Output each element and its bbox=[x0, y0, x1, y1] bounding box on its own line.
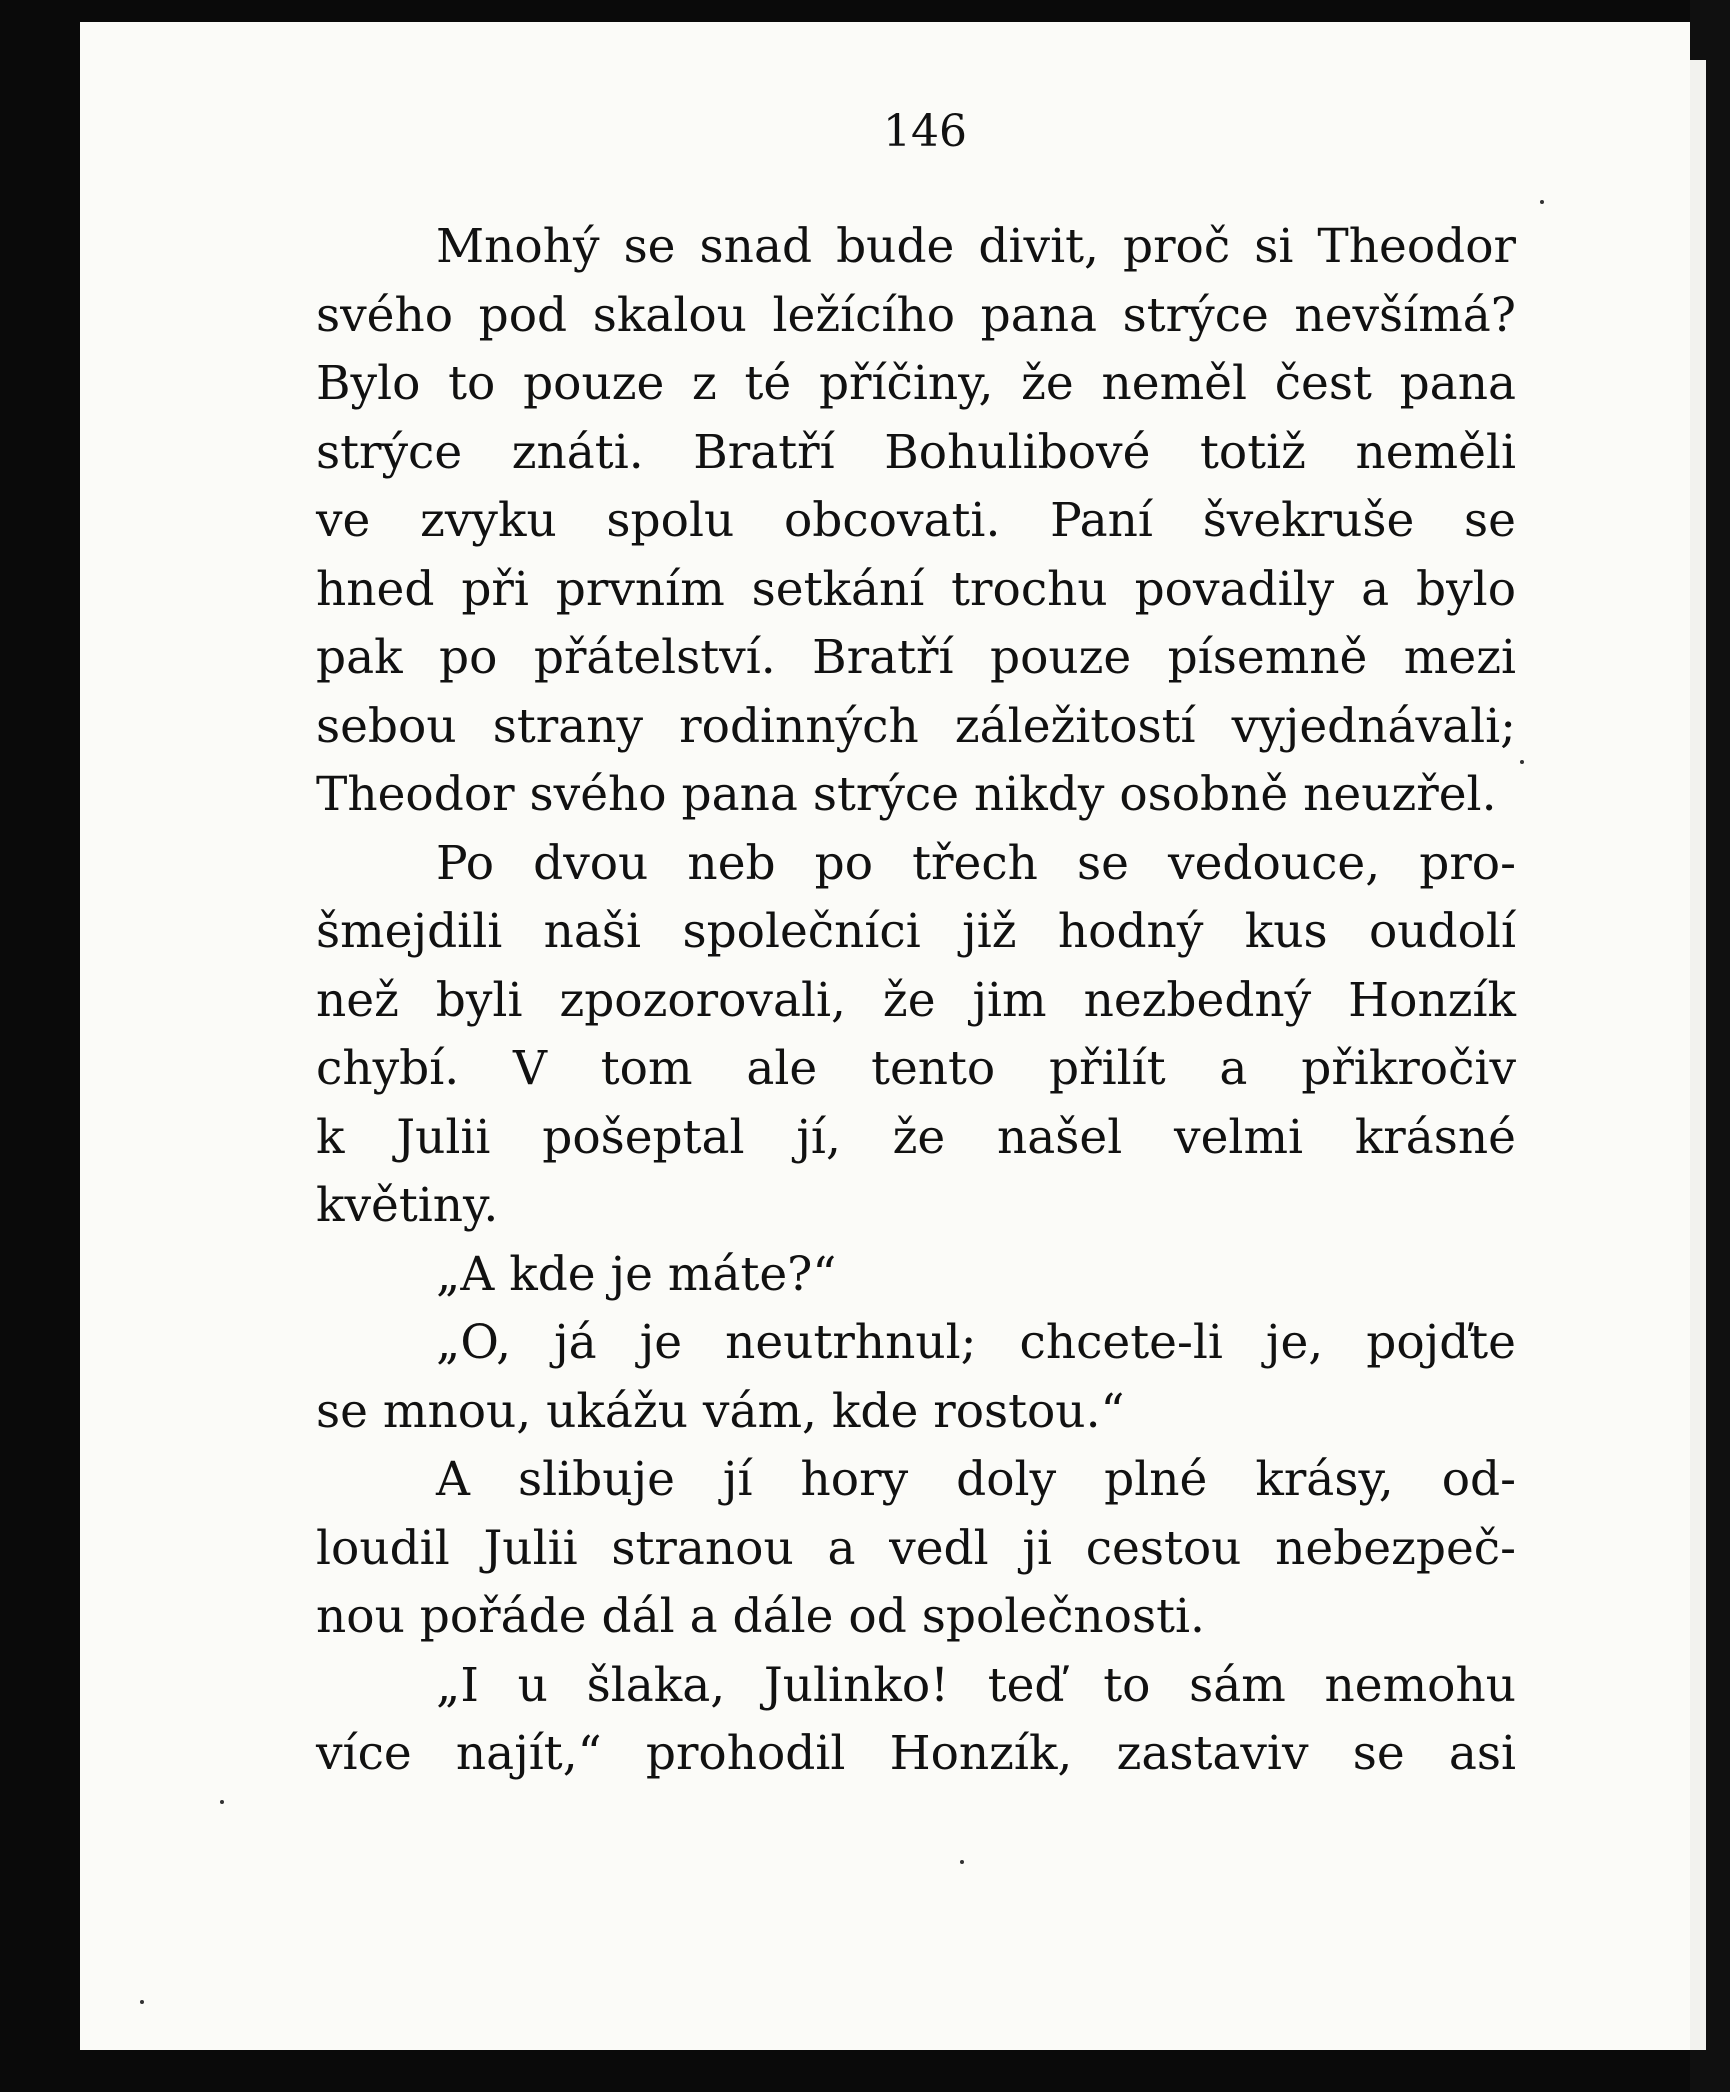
page-number: 146 bbox=[883, 106, 967, 157]
text-line: sebou strany rodinných záležitostí vyjednávali; bbox=[316, 698, 1516, 754]
text-line: chybí. V tom ale tento přilít a přikročiv bbox=[316, 1041, 1516, 1096]
scan-speck bbox=[1540, 200, 1544, 204]
text-line: Theodor svého pana strýce nikdy osobně neuzřel. bbox=[316, 767, 1497, 822]
text-line: loudil Julii stranou a vedl ji cestou nebezpeč- bbox=[316, 1520, 1516, 1576]
text-line: „O, já je neutrhnul; chcete-li je, pojďte bbox=[436, 1315, 1516, 1370]
text-line: „A kde je máte?“ bbox=[436, 1246, 837, 1302]
text-line: strýce znáti. Bratří Bohulibové totiž neměli bbox=[316, 424, 1516, 480]
text-line: A slibuje jí hory doly plné krásy, od- bbox=[436, 1452, 1516, 1507]
book-edge bbox=[1690, 0, 1730, 2092]
text-line: nou pořáde dál a dále od společnosti. bbox=[316, 1589, 1205, 1644]
scan-speck bbox=[220, 1800, 224, 1804]
text-line: než byli zpozorovali, že jim nezbedný Honzík bbox=[316, 972, 1516, 1028]
scan-speck bbox=[140, 2000, 144, 2004]
text-line: Po dvou neb po třech se vedouce, pro- bbox=[436, 835, 1516, 891]
text-line: svého pod skalou ležícího pana strýce nevšímá? bbox=[316, 287, 1516, 343]
text-line: pak po přátelství. Bratří pouze písemně mezi bbox=[316, 630, 1516, 685]
text-line: šmejdili naši společníci již hodný kus oudolí bbox=[316, 904, 1516, 959]
text-line: Bylo to pouze z té příčiny, že neměl čest pana bbox=[316, 356, 1516, 411]
text-line: květiny. bbox=[316, 1178, 499, 1233]
text-line: ve zvyku spolu obcovati. Paní švekruše se bbox=[316, 493, 1516, 548]
text-line: k Julii pošeptal jí, že našel velmi krásné bbox=[316, 1109, 1516, 1165]
text-line: Mnohý se snad bude divit, proč si Theodor bbox=[436, 219, 1516, 274]
text-line: se mnou, ukážu vám, kde rostou.“ bbox=[316, 1383, 1125, 1439]
body-text bbox=[316, 213, 1516, 1789]
text-line: více najít,“ prohodil Honzík, zastaviv se asi bbox=[316, 1726, 1516, 1781]
next-page-edge bbox=[1690, 60, 1706, 2050]
scan-speck bbox=[1520, 760, 1524, 764]
text-line: „I u šlaka, Julinko! teď to sám nemohu bbox=[436, 1657, 1516, 1713]
text-line: hned při prvním setkání trochu povadily a bylo bbox=[316, 561, 1516, 617]
scan-speck bbox=[960, 1860, 964, 1864]
